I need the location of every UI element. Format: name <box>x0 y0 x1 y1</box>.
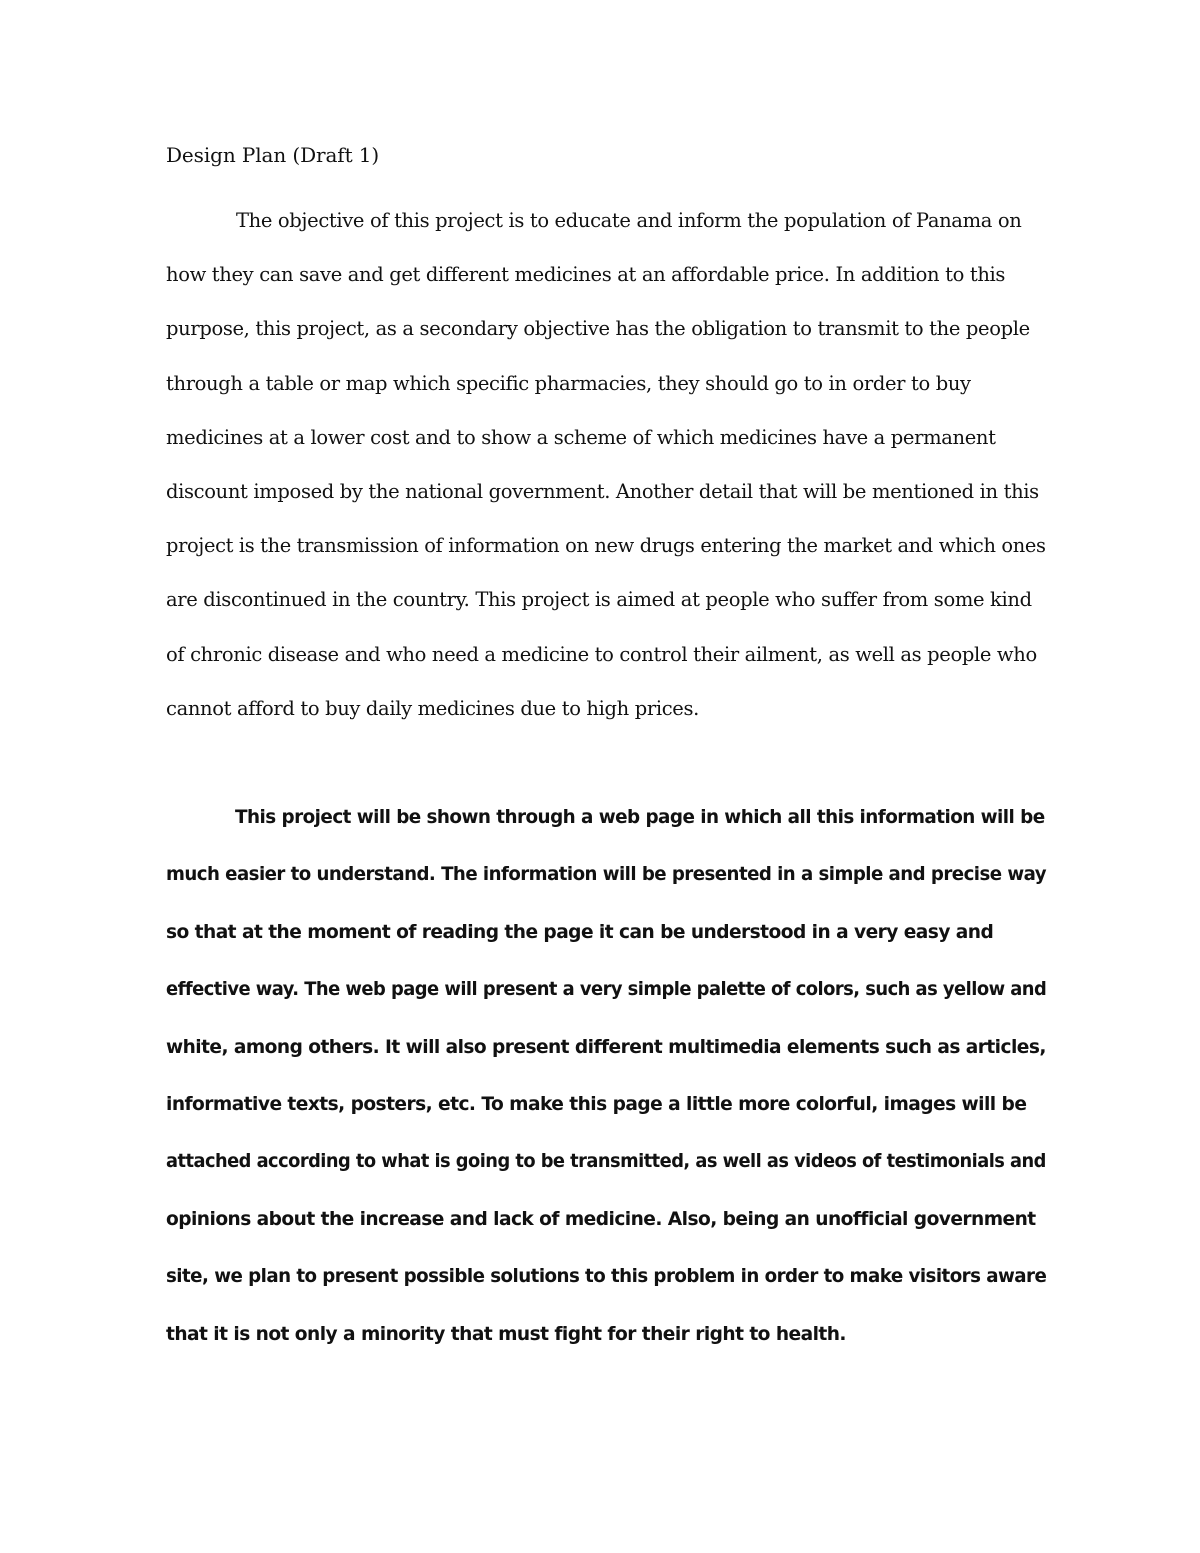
paragraph-line: much easier to understand. The information will be presented in a simple and precise way <box>166 864 1047 886</box>
paragraph-line: so that at the moment of reading the page it can be understood in a very easy and <box>166 921 994 943</box>
paragraph-line: discount imposed by the national government. Another detail that will be mentioned in this <box>166 480 1039 504</box>
paragraph-objective <box>166 194 1046 736</box>
paragraph-line: white, among others. It will also present different multimedia elements such as articles, <box>166 1036 1046 1058</box>
paragraph-line: opinions about the increase and lack of medicine. Also, being an unofficial government <box>166 1208 1036 1230</box>
paragraph-line: purpose, this project, as a secondary objective has the obligation to transmit to the people <box>166 317 1030 341</box>
paragraph-line: attached according to what is going to be transmitted, as well as videos of testimonials and <box>166 1151 1046 1173</box>
paragraph-line: of chronic disease and who need a medicine to control their ailment, as well as people who <box>166 642 1037 666</box>
paragraph-line: medicines at a lower cost and to show a scheme of which medicines have a permanent <box>166 425 996 449</box>
document-title: Design Plan (Draft 1) <box>166 143 380 167</box>
paragraph-line: project is the transmission of information on new drugs entering the market and which ones <box>166 534 1046 558</box>
paragraph-line: effective way. The web page will present a very simple palette of colors, such as yellow and <box>166 979 1047 1001</box>
paragraph-line: cannot afford to buy daily medicines due to high prices. <box>166 696 699 720</box>
paragraph-line: informative texts, posters, etc. To make this page a little more colorful, images will be <box>166 1094 1027 1116</box>
paragraph-line: that it is not only a minority that must fight for their right to health. <box>166 1323 846 1345</box>
paragraph-line: are discontinued in the country. This project is aimed at people who suffer from some kind <box>166 588 1032 612</box>
paragraph-line: how they can save and get different medicines at an affordable price. In addition to this <box>166 263 1006 287</box>
paragraph-web-page <box>166 789 1046 1363</box>
paragraph-line: through a table or map which specific pharmacies, they should go to in order to buy <box>166 371 971 395</box>
paragraph-line: site, we plan to present possible solutions to this problem in order to make visitors aware <box>166 1266 1047 1288</box>
paragraph-line: This project will be shown through a web page in which all this information will be <box>235 807 1045 828</box>
paragraph-line: The objective of this project is to educate and inform the population of Panama on <box>236 209 1022 232</box>
